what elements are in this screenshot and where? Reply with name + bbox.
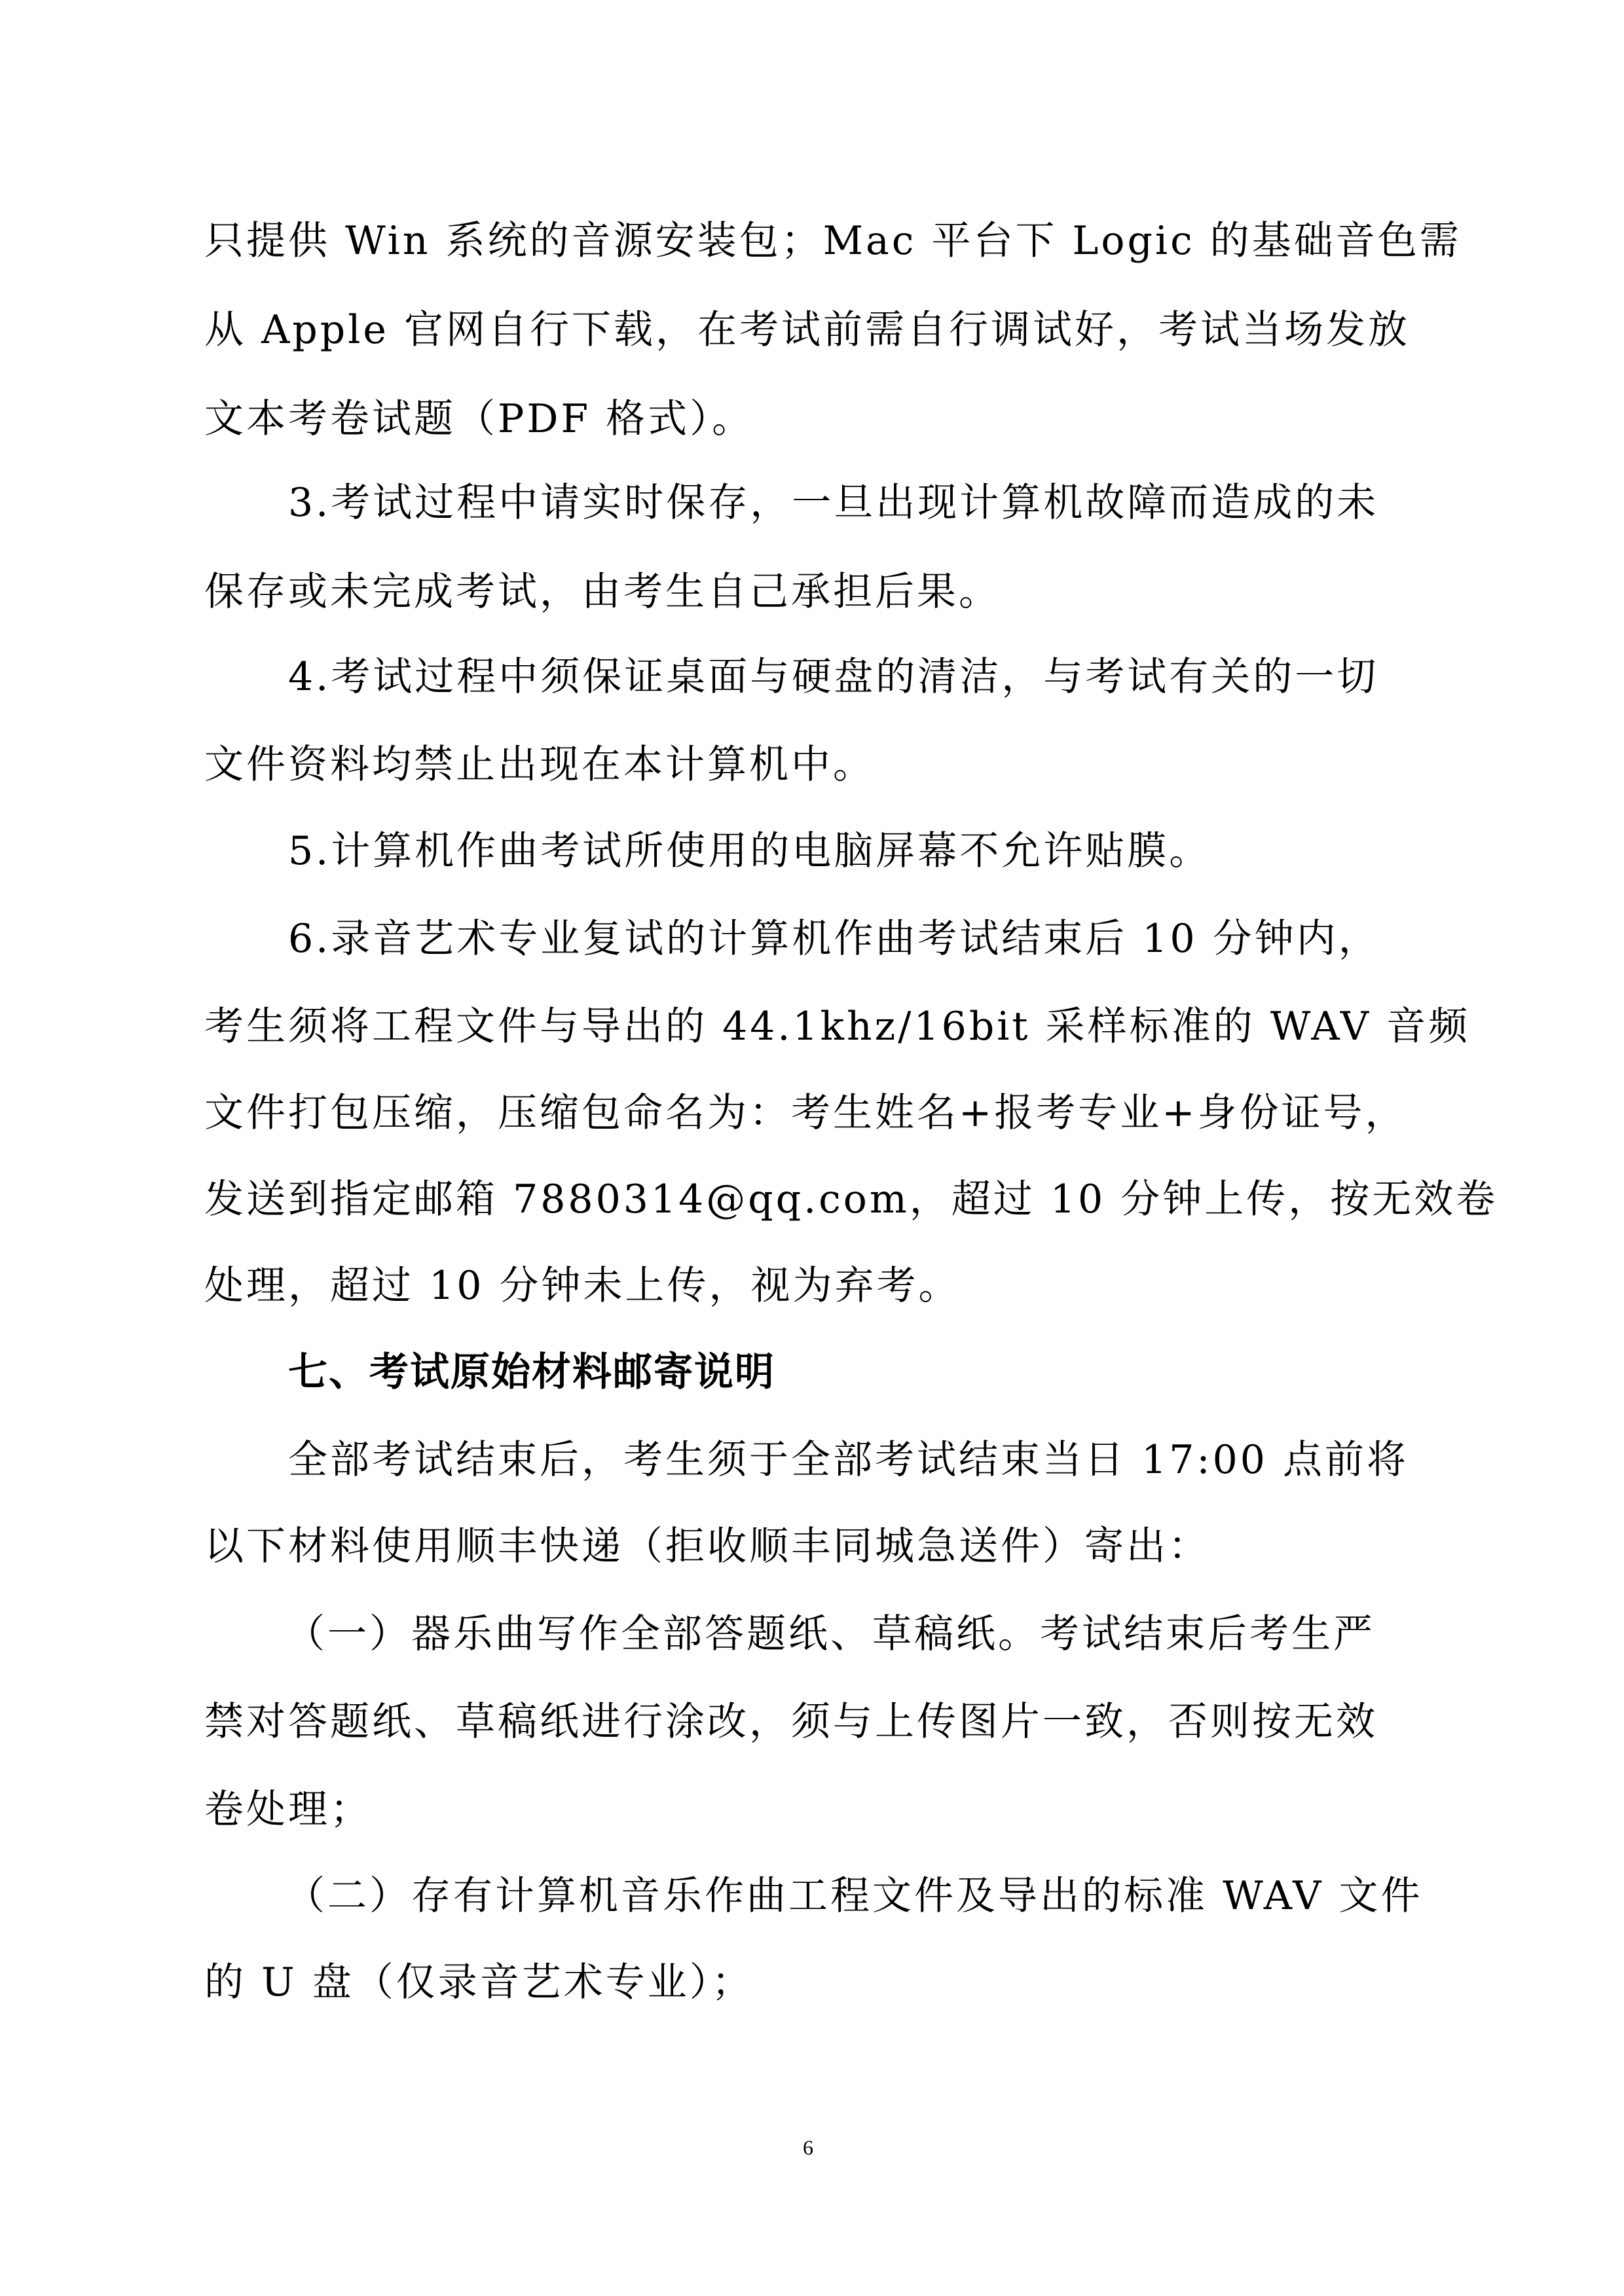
text-line: 保存或未完成考试，由考生自己承担后果。 — [204, 569, 1001, 615]
text-line: 只提供 Win 系统的音源安装包；Mac 平台下 Logic 的基础音色需 — [204, 218, 1462, 264]
text-line: 文件打包压缩，压缩包命名为：考生姓名+报考专业+身份证号， — [204, 1090, 1407, 1136]
text-line: 的 U 盘（仅录音艺术专业）； — [204, 1959, 754, 2005]
text-line: 4.考试过程中须保证桌面与硬盘的清洁，与考试有关的一切 — [288, 654, 1379, 700]
text-line: 发送到指定邮箱 7880314@qq.com，超过 10 分钟上传，按无效卷 — [204, 1176, 1498, 1222]
text-line: 全部考试结束后，考生须于全部考试结束当日 17:00 点前将 — [288, 1437, 1409, 1483]
text-line: 文件资料均禁止出现在本计算机中。 — [204, 742, 875, 788]
text-line: 6.录音艺术专业复试的计算机作曲考试结束后 10 分钟内， — [288, 916, 1380, 962]
text-line: 考生须将工程文件与导出的 44.1khz/16bit 采样标准的 WAV 音频 — [204, 1004, 1471, 1049]
text-line: （一）器乐曲写作全部答题纸、草稿纸。考试结束后考生严 — [286, 1611, 1375, 1657]
text-line: （二）存有计算机音乐作曲工程文件及导出的标准 WAV 文件 — [286, 1873, 1423, 1919]
section-heading: 七、考试原始材料邮寄说明 — [288, 1349, 775, 1395]
text-line: 卷处理； — [204, 1787, 372, 1832]
text-line: 处理，超过 10 分钟未上传，视为弃考。 — [204, 1263, 961, 1309]
text-line: 文本考卷试题（PDF 格式）。 — [204, 396, 754, 442]
text-line: 从 Apple 官网自行下载，在考试前需自行调试好，考试当场发放 — [204, 307, 1410, 353]
text-line: 禁对答题纸、草稿纸进行涂改，须与上传图片一致，否则按无效 — [204, 1699, 1378, 1745]
text-line: 3.考试过程中请实时保存，一旦出现计算机故障而造成的未 — [288, 480, 1379, 526]
text-line: 5.计算机作曲考试所使用的电脑屏幕不允许贴膜。 — [288, 828, 1211, 874]
text-line: 以下材料使用顺丰快递（拒收顺丰同城急送件）寄出： — [204, 1523, 1210, 1569]
page-number: 6 — [803, 2136, 813, 2159]
